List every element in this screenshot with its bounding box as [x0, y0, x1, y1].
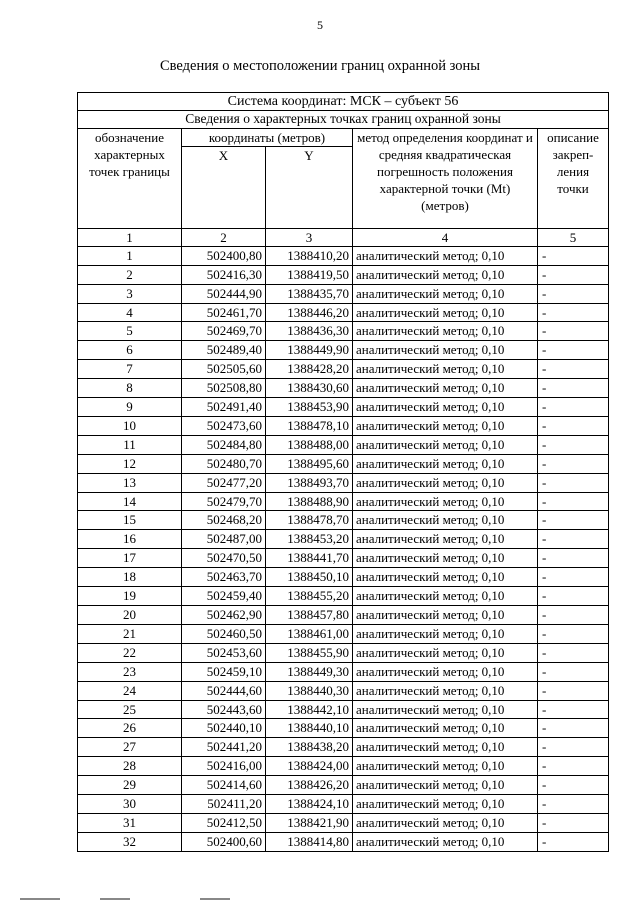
table-row — [78, 454, 609, 473]
description-cell: - — [538, 284, 609, 303]
description-cell: - — [538, 681, 609, 700]
x-coordinate-cell: 502462,90 — [182, 606, 266, 625]
method-cell: аналитический метод; 0,10 — [353, 511, 538, 530]
method-cell: аналитический метод; 0,10 — [353, 416, 538, 435]
y-coordinate-cell: 1388419,50 — [266, 265, 353, 284]
x-coordinate-cell: 502416,00 — [182, 757, 266, 776]
x-coordinate-cell: 502459,10 — [182, 662, 266, 681]
x-coordinate-cell: 502441,20 — [182, 738, 266, 757]
description-cell: - — [538, 549, 609, 568]
y-coordinate-cell: 1388440,30 — [266, 681, 353, 700]
method-cell: аналитический метод; 0,10 — [353, 379, 538, 398]
method-cell: аналитический метод; 0,10 — [353, 265, 538, 284]
y-coordinate-cell: 1388493,70 — [266, 473, 353, 492]
table-row — [78, 322, 609, 341]
x-coordinate-cell: 502414,60 — [182, 776, 266, 795]
description-cell: - — [538, 813, 609, 832]
y-coordinate-cell: 1388424,00 — [266, 757, 353, 776]
description-cell: - — [538, 643, 609, 662]
x-coordinate-cell: 502480,70 — [182, 454, 266, 473]
y-coordinate-cell: 1388455,20 — [266, 587, 353, 606]
method-cell: аналитический метод; 0,10 — [353, 776, 538, 795]
description-cell: - — [538, 511, 609, 530]
table-row — [78, 757, 609, 776]
method-cell: аналитический метод; 0,10 — [353, 284, 538, 303]
method-cell: аналитический метод; 0,10 — [353, 435, 538, 454]
method-cell: аналитический метод; 0,10 — [353, 832, 538, 851]
description-cell: - — [538, 719, 609, 738]
designation-column-header: обозначение характерных точек границы — [78, 128, 182, 228]
method-cell: аналитический метод; 0,10 — [353, 624, 538, 643]
point-number-cell: 8 — [78, 379, 182, 398]
point-number-cell: 13 — [78, 473, 182, 492]
table-row — [78, 776, 609, 795]
boundary-points-table — [77, 92, 609, 852]
description-cell: - — [538, 776, 609, 795]
method-cell: аналитический метод; 0,10 — [353, 719, 538, 738]
table-row — [78, 265, 609, 284]
x-coordinate-cell: 502444,90 — [182, 284, 266, 303]
point-number-cell: 4 — [78, 303, 182, 322]
method-cell: аналитический метод; 0,10 — [353, 530, 538, 549]
column-number: 3 — [266, 228, 353, 246]
x-coordinate-cell: 502416,30 — [182, 265, 266, 284]
description-cell: - — [538, 492, 609, 511]
y-coordinate-cell: 1388435,70 — [266, 284, 353, 303]
point-number-cell: 25 — [78, 700, 182, 719]
table-row — [78, 530, 609, 549]
table-row — [78, 284, 609, 303]
point-number-cell: 9 — [78, 398, 182, 417]
description-cell: - — [538, 662, 609, 681]
method-column-header: метод определения координат и средняя квадратическая погрешность положения характерной точки (Mt) (метров) — [353, 128, 538, 228]
method-cell: аналитический метод; 0,10 — [353, 681, 538, 700]
point-number-cell: 29 — [78, 776, 182, 795]
point-number-cell: 30 — [78, 795, 182, 814]
page-number: 5 — [317, 18, 323, 32]
point-number-cell: 27 — [78, 738, 182, 757]
y-coordinate-cell: 1388455,90 — [266, 643, 353, 662]
x-coordinate-cell: 502489,40 — [182, 341, 266, 360]
point-number-cell: 6 — [78, 341, 182, 360]
y-coordinate-cell: 1388414,80 — [266, 832, 353, 851]
y-coordinate-cell: 1388453,20 — [266, 530, 353, 549]
description-cell: - — [538, 246, 609, 265]
y-coordinate-cell: 1388436,30 — [266, 322, 353, 341]
description-cell: - — [538, 795, 609, 814]
description-cell: - — [538, 738, 609, 757]
method-cell: аналитический метод; 0,10 — [353, 341, 538, 360]
method-cell: аналитический метод; 0,10 — [353, 700, 538, 719]
point-number-cell: 1 — [78, 246, 182, 265]
y-coordinate-cell: 1388457,80 — [266, 606, 353, 625]
table-row — [78, 813, 609, 832]
table-row — [78, 681, 609, 700]
table-row — [78, 795, 609, 814]
point-number-cell: 28 — [78, 757, 182, 776]
coordinates-column-header: координаты (метров) — [182, 128, 353, 146]
x-coordinate-cell: 502477,20 — [182, 473, 266, 492]
description-cell: - — [538, 322, 609, 341]
point-number-cell: 22 — [78, 643, 182, 662]
y-coordinate-cell: 1388442,10 — [266, 700, 353, 719]
x-coordinate-cell: 502463,70 — [182, 568, 266, 587]
description-cell: - — [538, 757, 609, 776]
method-cell: аналитический метод; 0,10 — [353, 813, 538, 832]
description-cell: - — [538, 530, 609, 549]
y-coordinate-cell: 1388410,20 — [266, 246, 353, 265]
table-row — [78, 398, 609, 417]
column-number: 1 — [78, 228, 182, 246]
y-coordinate-cell: 1388424,10 — [266, 795, 353, 814]
description-cell: - — [538, 265, 609, 284]
method-cell: аналитический метод; 0,10 — [353, 662, 538, 681]
description-cell: - — [538, 454, 609, 473]
description-column-header: описание закреп-ления точки — [538, 128, 609, 228]
y-coordinate-cell: 1388449,90 — [266, 341, 353, 360]
table-row — [78, 568, 609, 587]
x-coordinate-cell: 502468,20 — [182, 511, 266, 530]
y-column-header: Y — [266, 146, 353, 228]
table-row — [78, 832, 609, 851]
x-coordinate-cell: 502400,80 — [182, 246, 266, 265]
y-coordinate-cell: 1388488,00 — [266, 435, 353, 454]
footer-scan-marks — [20, 898, 620, 902]
table-row — [78, 606, 609, 625]
x-coordinate-cell: 502443,60 — [182, 700, 266, 719]
description-cell: - — [538, 435, 609, 454]
point-number-cell: 21 — [78, 624, 182, 643]
point-number-cell: 5 — [78, 322, 182, 341]
point-number-cell: 24 — [78, 681, 182, 700]
coordinate-system-header: Система координат: МСК – субъект 56 — [78, 93, 609, 111]
y-coordinate-cell: 1388430,60 — [266, 379, 353, 398]
method-cell: аналитический метод; 0,10 — [353, 587, 538, 606]
description-cell: - — [538, 398, 609, 417]
point-number-cell: 20 — [78, 606, 182, 625]
x-coordinate-cell: 502508,80 — [182, 379, 266, 398]
point-number-cell: 16 — [78, 530, 182, 549]
method-cell: аналитический метод; 0,10 — [353, 492, 538, 511]
description-cell: - — [538, 624, 609, 643]
description-cell: - — [538, 303, 609, 322]
method-cell: аналитический метод; 0,10 — [353, 398, 538, 417]
point-number-cell: 2 — [78, 265, 182, 284]
x-coordinate-cell: 502459,40 — [182, 587, 266, 606]
table-row — [78, 643, 609, 662]
y-coordinate-cell: 1388441,70 — [266, 549, 353, 568]
method-cell: аналитический метод; 0,10 — [353, 643, 538, 662]
table-row — [78, 492, 609, 511]
x-coordinate-cell: 502491,40 — [182, 398, 266, 417]
table-row — [78, 303, 609, 322]
point-number-cell: 31 — [78, 813, 182, 832]
table-row — [78, 379, 609, 398]
table-row — [78, 435, 609, 454]
description-cell: - — [538, 568, 609, 587]
method-cell: аналитический метод; 0,10 — [353, 454, 538, 473]
table-row — [78, 511, 609, 530]
y-coordinate-cell: 1388426,20 — [266, 776, 353, 795]
x-coordinate-cell: 502487,00 — [182, 530, 266, 549]
table-row — [78, 341, 609, 360]
x-coordinate-cell: 502460,50 — [182, 624, 266, 643]
description-cell: - — [538, 700, 609, 719]
point-number-cell: 17 — [78, 549, 182, 568]
x-coordinate-cell: 502470,50 — [182, 549, 266, 568]
point-number-cell: 14 — [78, 492, 182, 511]
point-number-cell: 3 — [78, 284, 182, 303]
method-cell: аналитический метод; 0,10 — [353, 246, 538, 265]
description-cell: - — [538, 360, 609, 379]
x-coordinate-cell: 502473,60 — [182, 416, 266, 435]
y-coordinate-cell: 1388428,20 — [266, 360, 353, 379]
method-cell: аналитический метод; 0,10 — [353, 606, 538, 625]
table-row — [78, 416, 609, 435]
point-number-cell: 19 — [78, 587, 182, 606]
description-cell: - — [538, 379, 609, 398]
y-coordinate-cell: 1388438,20 — [266, 738, 353, 757]
y-coordinate-cell: 1388495,60 — [266, 454, 353, 473]
x-coordinate-cell: 502461,70 — [182, 303, 266, 322]
method-cell: аналитический метод; 0,10 — [353, 303, 538, 322]
document-title: Сведения о местоположении границ охранной зоны — [159, 58, 480, 74]
x-coordinate-cell: 502440,10 — [182, 719, 266, 738]
x-coordinate-cell: 502444,60 — [182, 681, 266, 700]
method-cell: аналитический метод; 0,10 — [353, 738, 538, 757]
y-coordinate-cell: 1388453,90 — [266, 398, 353, 417]
table-row — [78, 700, 609, 719]
table-row — [78, 719, 609, 738]
table-row — [78, 360, 609, 379]
x-coordinate-cell: 502412,50 — [182, 813, 266, 832]
method-cell: аналитический метод; 0,10 — [353, 757, 538, 776]
x-coordinate-cell: 502484,80 — [182, 435, 266, 454]
point-number-cell: 10 — [78, 416, 182, 435]
method-cell: аналитический метод; 0,10 — [353, 795, 538, 814]
y-coordinate-cell: 1388488,90 — [266, 492, 353, 511]
point-number-cell: 18 — [78, 568, 182, 587]
y-coordinate-cell: 1388446,20 — [266, 303, 353, 322]
y-coordinate-cell: 1388461,00 — [266, 624, 353, 643]
y-coordinate-cell: 1388449,30 — [266, 662, 353, 681]
method-cell: аналитический метод; 0,10 — [353, 473, 538, 492]
description-cell: - — [538, 832, 609, 851]
x-coordinate-cell: 502479,70 — [182, 492, 266, 511]
description-cell: - — [538, 341, 609, 360]
table-row — [78, 473, 609, 492]
description-cell: - — [538, 606, 609, 625]
description-cell: - — [538, 473, 609, 492]
y-coordinate-cell: 1388478,70 — [266, 511, 353, 530]
description-cell: - — [538, 587, 609, 606]
table-row — [78, 738, 609, 757]
points-section-header: Сведения о характерных точках границ охранной зоны — [78, 111, 609, 129]
point-number-cell: 11 — [78, 435, 182, 454]
y-coordinate-cell: 1388450,10 — [266, 568, 353, 587]
column-number: 4 — [353, 228, 538, 246]
point-number-cell: 15 — [78, 511, 182, 530]
method-cell: аналитический метод; 0,10 — [353, 549, 538, 568]
column-number: 2 — [182, 228, 266, 246]
y-coordinate-cell: 1388478,10 — [266, 416, 353, 435]
point-number-cell: 32 — [78, 832, 182, 851]
column-number: 5 — [538, 228, 609, 246]
point-number-cell: 26 — [78, 719, 182, 738]
table-row — [78, 549, 609, 568]
y-coordinate-cell: 1388440,10 — [266, 719, 353, 738]
table-row — [78, 662, 609, 681]
y-coordinate-cell: 1388421,90 — [266, 813, 353, 832]
point-number-cell: 23 — [78, 662, 182, 681]
table-row — [78, 624, 609, 643]
x-coordinate-cell: 502400,60 — [182, 832, 266, 851]
x-coordinate-cell: 502411,20 — [182, 795, 266, 814]
method-cell: аналитический метод; 0,10 — [353, 568, 538, 587]
point-number-cell: 7 — [78, 360, 182, 379]
description-cell: - — [538, 416, 609, 435]
table-row — [78, 587, 609, 606]
method-cell: аналитический метод; 0,10 — [353, 360, 538, 379]
point-number-cell: 12 — [78, 454, 182, 473]
x-coordinate-cell: 502453,60 — [182, 643, 266, 662]
table-row — [78, 246, 609, 265]
method-cell: аналитический метод; 0,10 — [353, 322, 538, 341]
x-coordinate-cell: 502505,60 — [182, 360, 266, 379]
x-coordinate-cell: 502469,70 — [182, 322, 266, 341]
x-column-header: X — [182, 146, 266, 228]
